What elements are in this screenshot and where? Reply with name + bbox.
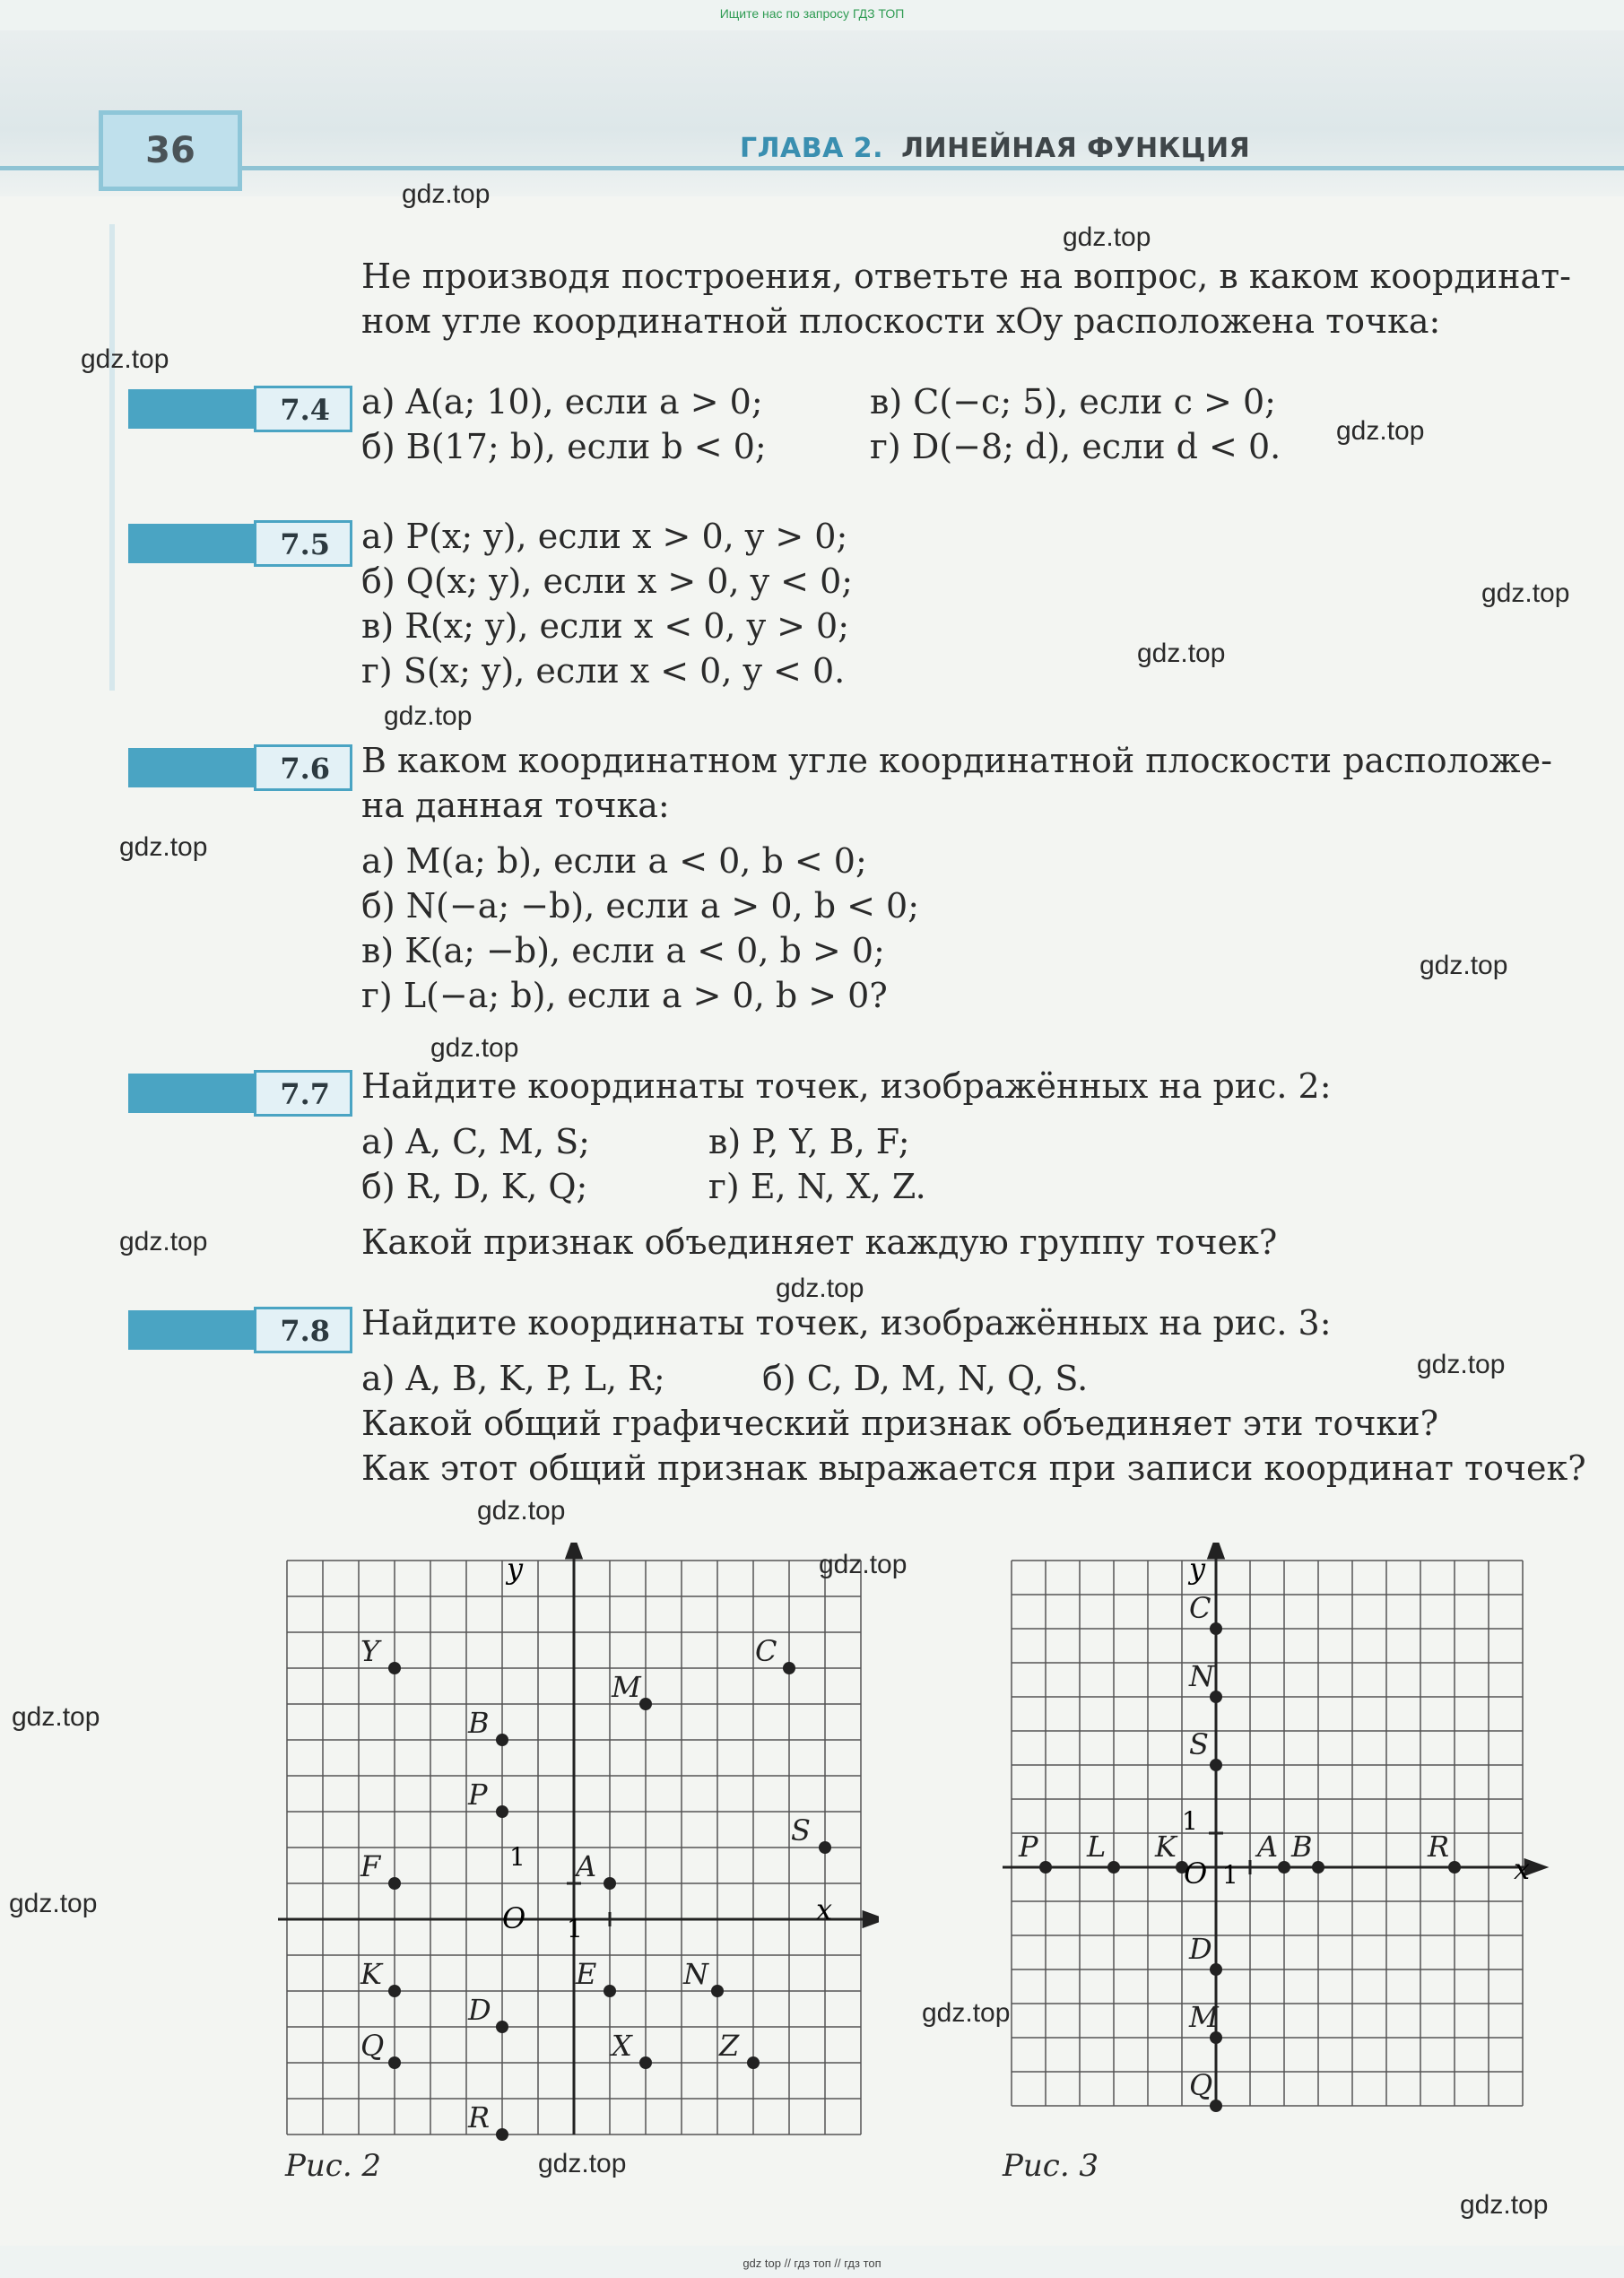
point-d-marker: [496, 2021, 508, 2033]
point-f-label: F: [360, 1849, 381, 1883]
task-7-7-followup: Какой признак объединяет каждую группу точек?: [361, 1222, 1278, 1262]
watermark: gdz.top: [1481, 578, 1570, 608]
task-7-6-line-d: г) L(−a; b), если a > 0, b > 0?: [361, 976, 888, 1015]
fig2-y-axis-label: y: [507, 1552, 524, 1586]
point-x-marker: [639, 2056, 652, 2069]
fig2-x-axis-label: x: [816, 1892, 833, 1926]
task-7-8-question: Найдите координаты точек, изображённых на рис. 3:: [361, 1303, 1332, 1343]
chapter-heading: [740, 133, 1250, 164]
watermark: gdz.top: [384, 701, 473, 731]
point-r-label: R: [1428, 1830, 1450, 1864]
watermark: gdz.top: [9, 1889, 98, 1918]
point-m-label: M: [1189, 2000, 1219, 2034]
bottom-banner: gdz top // гдз топ // гдз топ: [743, 2256, 881, 2270]
point-n-marker: [711, 1985, 724, 1997]
task-7-6-line-c: в) K(a; −b), если a < 0, b > 0;: [361, 931, 885, 970]
point-c-label: C: [755, 1634, 777, 1668]
task-7-4-line-d: г) D(−8; d), если d < 0.: [870, 427, 1281, 466]
task-7-8-followup-2: Как этот общий признак выражается при записи координат точек?: [361, 1448, 1586, 1488]
task-7-7-line-c: в) P, Y, B, F;: [708, 1122, 910, 1161]
point-p-label: P: [1019, 1830, 1038, 1864]
point-l-marker: [1107, 1861, 1120, 1874]
watermark: gdz.top: [477, 1496, 566, 1526]
watermark: gdz.top: [1063, 222, 1151, 252]
point-b-label: B: [1291, 1830, 1313, 1864]
figure-2-caption: Рис. 2: [285, 2148, 382, 2184]
watermark: gdz.top: [1460, 2190, 1549, 2220]
point-y-marker: [388, 1662, 401, 1674]
point-q-marker: [388, 2056, 401, 2069]
fig2-origin-label: O: [502, 1901, 526, 1935]
watermark: gdz.top: [430, 1033, 519, 1063]
point-b-marker: [496, 1734, 508, 1746]
fig3-origin-label: O: [1184, 1856, 1208, 1891]
task-number-7-7: 7.7: [128, 1070, 352, 1117]
task-number-7-8: 7.8: [128, 1307, 352, 1353]
fig2-unit-y-label: 1: [509, 1842, 525, 1872]
task-7-5-line-d: г) S(x; y), если x < 0, y < 0.: [361, 651, 846, 691]
point-a-marker: [604, 1877, 616, 1890]
point-n-label: N: [683, 1957, 708, 1991]
point-a-marker: [1278, 1861, 1290, 1874]
task-7-6-question-2: на данная точка:: [361, 786, 670, 825]
figure-3-caption: Рис. 3: [1003, 2148, 1099, 2184]
point-l-label: L: [1087, 1830, 1107, 1864]
fig3-y-axis-label: y: [1189, 1552, 1206, 1586]
point-s-marker: [1210, 1759, 1222, 1771]
watermark: gdz.top: [12, 1702, 100, 1732]
task-7-7-line-d: г) E, N, X, Z.: [708, 1167, 926, 1206]
watermark: gdz.top: [819, 1550, 908, 1579]
point-r-marker: [1448, 1861, 1461, 1874]
task-7-5-line-a: а) P(x; y), если x > 0, y > 0;: [361, 517, 848, 556]
point-f-marker: [388, 1877, 401, 1890]
header-line: [0, 166, 1624, 170]
task-7-4-line-b: б) B(17; b), если b < 0;: [361, 427, 767, 466]
fig2-unit-x-label: 1: [567, 1914, 583, 1943]
page-number: 36: [99, 110, 242, 191]
point-b-label: B: [468, 1706, 490, 1740]
point-c-marker: [1210, 1622, 1222, 1635]
task-number-7-5: 7.5: [128, 520, 352, 567]
task-7-5-line-c: в) R(x; y), если x < 0, y > 0;: [361, 606, 850, 646]
task-7-8-line-b: б) C, D, M, N, Q, S.: [762, 1359, 1089, 1398]
watermark: gdz.top: [776, 1274, 864, 1303]
intro-line-1: Не производя построения, ответьте на вопрос, в каком координат-: [361, 256, 1571, 296]
point-s-label: S: [791, 1813, 811, 1848]
point-k-marker: [388, 1985, 401, 1997]
watermark: gdz.top: [119, 1227, 208, 1256]
point-e-marker: [604, 1985, 616, 1997]
point-k-label: K: [1155, 1830, 1177, 1864]
task-7-6-line-a: а) M(a; b), если a < 0, b < 0;: [361, 841, 867, 881]
fig3-unit-x-label: 1: [1222, 1860, 1238, 1890]
point-z-label: Z: [719, 2029, 740, 2063]
chapter-number: ГЛАВА 2.: [740, 133, 884, 164]
point-d-label: D: [1189, 1932, 1212, 1966]
intro-line-2: ном угле координатной плоскости xOy расположена точка:: [361, 301, 1441, 341]
point-m-marker: [639, 1698, 652, 1710]
point-r-label: R: [468, 2100, 491, 2135]
task-7-6-line-b: б) N(−a; −b), если a > 0, b < 0;: [361, 886, 919, 926]
margin-rule: [109, 224, 115, 691]
task-7-6-question-1: В каком координатном угле координатной плоскости расположе-: [361, 741, 1552, 780]
fig3-x-axis-label: x: [1514, 1852, 1531, 1886]
watermark: gdz.top: [119, 832, 208, 862]
point-y-label: Y: [360, 1634, 380, 1668]
task-number-7-6: 7.6: [128, 744, 352, 791]
watermark: gdz.top: [81, 344, 169, 374]
watermark: gdz.top: [922, 1998, 1011, 2028]
task-7-7-line-a: а) A, C, M, S;: [361, 1122, 590, 1161]
figure-3-coordinate-plane: [994, 1543, 1550, 2152]
watermark: gdz.top: [1137, 639, 1226, 668]
point-n-label: N: [1189, 1659, 1214, 1693]
point-k-label: K: [360, 1957, 382, 1991]
point-s-marker: [819, 1841, 831, 1854]
task-7-4-line-a: а) A(a; 10), если a > 0;: [361, 382, 763, 422]
point-a-label: A: [1257, 1830, 1279, 1864]
task-7-7-line-b: б) R, D, K, Q;: [361, 1167, 588, 1206]
point-m-label: M: [612, 1670, 641, 1704]
fig3-unit-y-label: 1: [1182, 1806, 1198, 1836]
task-7-8-followup-1: Какой общий графический признак объединяет эти точки?: [361, 1404, 1438, 1443]
watermark: gdz.top: [1417, 1350, 1506, 1379]
figure-2-coordinate-plane: [269, 1543, 879, 2152]
point-s-label: S: [1189, 1727, 1209, 1761]
point-a-label: A: [576, 1849, 597, 1883]
point-b-marker: [1312, 1861, 1324, 1874]
watermark: gdz.top: [1420, 951, 1508, 980]
point-r-marker: [496, 2128, 508, 2141]
point-c-label: C: [1189, 1591, 1211, 1625]
point-e-label: E: [576, 1957, 597, 1991]
point-q-label: Q: [360, 2029, 385, 2063]
point-p-marker: [1039, 1861, 1052, 1874]
task-7-7-question: Найдите координаты точек, изображённых на рис. 2:: [361, 1066, 1332, 1106]
header-band: [0, 30, 1624, 196]
chapter-title: ЛИНЕЙНАЯ ФУНКЦИЯ: [901, 133, 1251, 164]
point-d-label: D: [468, 1993, 491, 2027]
point-z-marker: [747, 2056, 760, 2069]
point-q-label: Q: [1189, 2068, 1213, 2102]
watermark: gdz.top: [538, 2149, 627, 2178]
watermark: gdz.top: [402, 179, 491, 209]
point-p-marker: [496, 1805, 508, 1818]
task-7-4-line-c: в) C(−c; 5), если c > 0;: [870, 382, 1276, 422]
watermark: gdz.top: [1336, 416, 1425, 446]
point-c-marker: [783, 1662, 795, 1674]
task-7-5-line-b: б) Q(x; y), если x > 0, y < 0;: [361, 561, 854, 601]
task-7-8-line-a: а) A, B, K, P, L, R;: [361, 1359, 665, 1398]
task-number-7-4: 7.4: [128, 386, 352, 432]
top-banner: Ищите нас по запросу ГДЗ ТОП: [719, 6, 905, 21]
point-p-label: P: [468, 1778, 488, 1812]
point-x-label: X: [612, 2029, 632, 2063]
